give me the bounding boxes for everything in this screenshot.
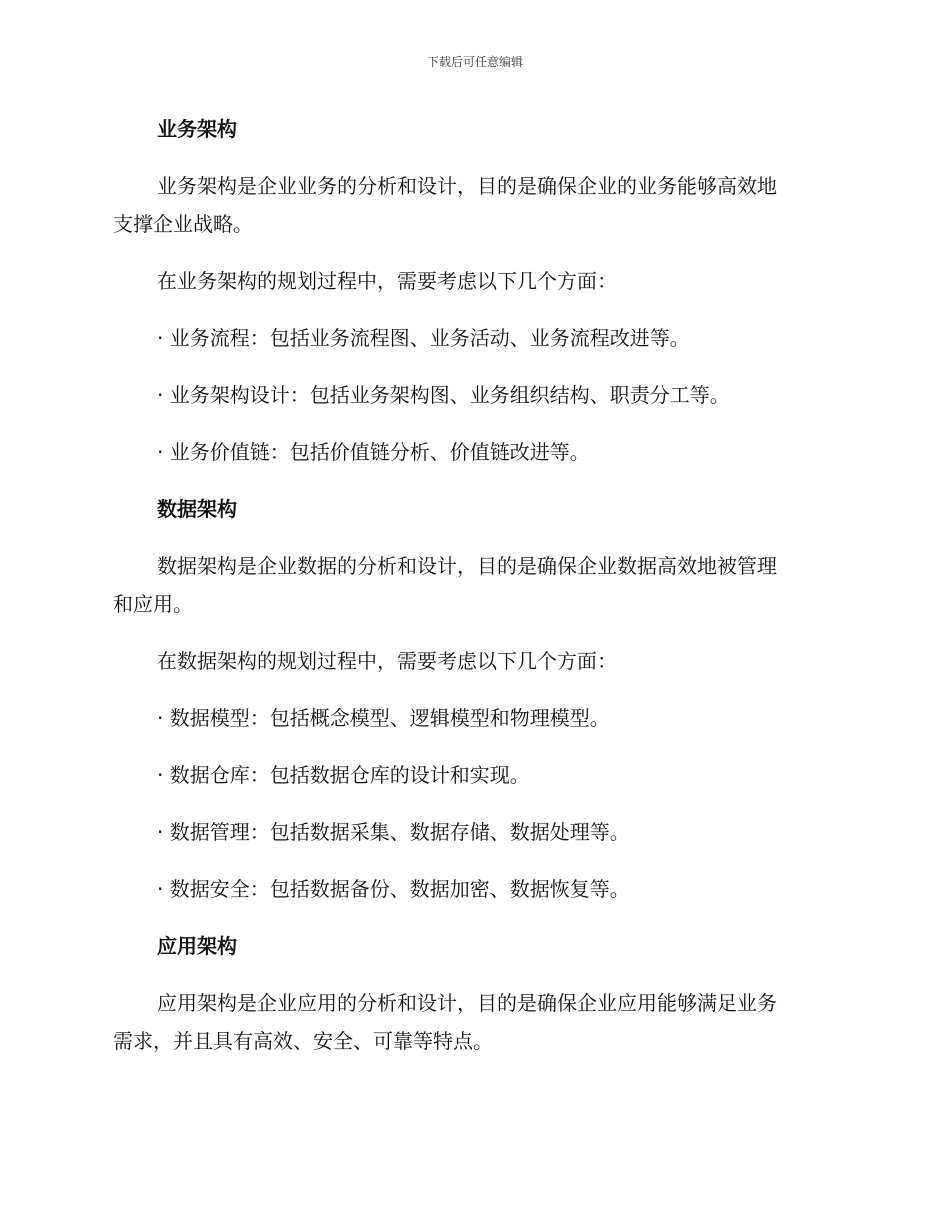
bullet-item: · 业务价值链：包括价值链分析、价值链改进等。 — [157, 440, 590, 464]
section-heading: 数据架构 — [157, 497, 237, 521]
paragraph-lead: 在数据架构的规划过程中，需要考虑以下几个方面： — [157, 649, 617, 673]
bullet-item: · 业务架构设计：包括业务架构图、业务组织结构、职责分工等。 — [157, 383, 730, 407]
bullet-item: · 业务流程：包括业务流程图、业务活动、业务流程改进等。 — [157, 326, 690, 350]
paragraph-line: 和应用。 — [113, 592, 193, 616]
paragraph-line: 应用架构是企业应用的分析和设计，目的是确保企业应用能够满足业务 — [157, 991, 777, 1015]
paragraph-line: 需求，并且具有高效、安全、可靠等特点。 — [113, 1029, 493, 1053]
section-heading: 应用架构 — [157, 934, 237, 958]
bullet-item: · 数据管理：包括数据采集、数据存储、数据处理等。 — [157, 820, 630, 844]
paragraph-line: 支撑企业战略。 — [113, 212, 253, 236]
document-body — [113, 110, 837, 1060]
bullet-item: · 数据模型：包括概念模型、逻辑模型和物理模型。 — [157, 706, 610, 730]
bullet-item: · 数据安全：包括数据备份、数据加密、数据恢复等。 — [157, 877, 630, 901]
paragraph-line: 数据架构是企业数据的分析和设计，目的是确保企业数据高效地被管理 — [157, 554, 777, 578]
bullet-item: · 数据仓库：包括数据仓库的设计和实现。 — [157, 763, 530, 787]
paragraph-line: 业务架构是企业业务的分析和设计，目的是确保企业的业务能够高效地 — [157, 174, 777, 198]
paragraph-lead: 在业务架构的规划过程中，需要考虑以下几个方面： — [157, 269, 617, 293]
section-heading: 业务架构 — [157, 117, 237, 141]
page-header: 下载后可任意编辑 — [426, 55, 523, 69]
